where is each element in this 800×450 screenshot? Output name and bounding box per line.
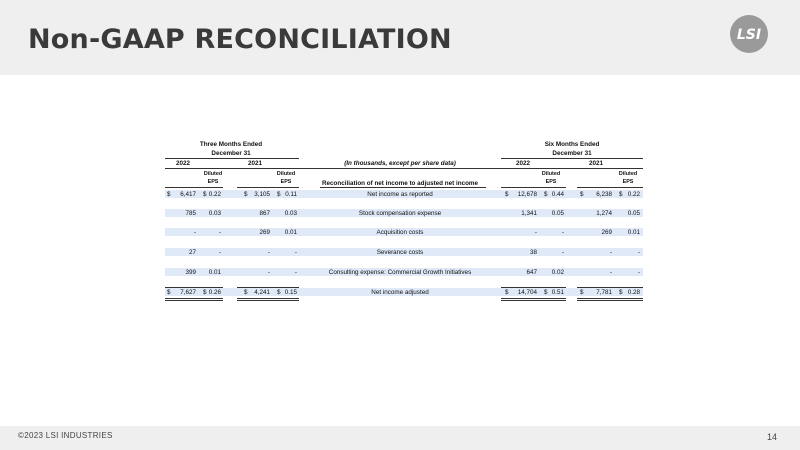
diluted-label-1: Diluted	[203, 171, 223, 177]
subtotal-rule	[577, 287, 643, 288]
subtotal-rule	[237, 287, 299, 288]
total-rule	[237, 298, 299, 299]
table-cell: 0.02	[551, 269, 564, 276]
table-cell: 27	[188, 249, 196, 256]
three-months-subtitle: December 31	[211, 150, 251, 157]
copyright-text: ©2023 LSI INDUSTRIES	[18, 431, 113, 440]
table-cell: 0.01	[627, 229, 640, 236]
currency-symbol: $	[244, 191, 248, 198]
currency-symbol: $	[505, 289, 509, 296]
table-cell: 1,341	[521, 210, 537, 217]
table-cell: 269	[601, 229, 612, 236]
currency-symbol: $	[277, 191, 281, 198]
table-cell: 0.51	[551, 289, 564, 296]
table-cell: 0.28	[627, 289, 640, 296]
table-cell: -	[193, 229, 196, 236]
currency-symbol: $	[505, 191, 509, 198]
table-cell: 0.01	[208, 269, 221, 276]
total-rule	[577, 298, 643, 299]
year-2022-three-months: 2022	[175, 160, 191, 167]
year-2022-six-months: 2022	[515, 160, 531, 167]
total-rule	[237, 300, 299, 301]
table-cell: -	[267, 269, 270, 276]
description-header: Reconciliation of net income to adjusted net income	[321, 180, 479, 187]
table-cell: 0.05	[551, 210, 564, 217]
table-cell: -	[637, 249, 640, 256]
total-rule	[165, 298, 223, 299]
year-2021-three-months: 2021	[247, 160, 263, 167]
table-cell: 7,781	[596, 289, 612, 296]
year-2021-six-months: 2021	[588, 160, 604, 167]
diluted-label-3: Diluted	[541, 171, 561, 177]
eps-label-1: EPS	[207, 179, 219, 185]
page-title: Non-GAAP RECONCILIATION	[28, 24, 452, 55]
rule-col-2	[237, 187, 299, 188]
table-cell: -	[218, 249, 221, 256]
table-cell: 4,241	[254, 289, 270, 296]
table-cell: 0.22	[627, 191, 640, 198]
currency-symbol: $	[619, 191, 623, 198]
rule-col-4	[577, 187, 643, 188]
table-cell: 0.05	[627, 210, 640, 217]
table-cell: 7,627	[180, 289, 196, 296]
table-cell: -	[561, 229, 564, 236]
table-cell: 0.22	[208, 191, 221, 198]
currency-symbol: $	[580, 191, 584, 198]
table-cell: 12,678	[517, 191, 537, 198]
table-cell: -	[609, 269, 612, 276]
row-label: Net income adjusted	[371, 289, 429, 296]
currency-symbol: $	[167, 289, 171, 296]
table-cell: 0.03	[208, 210, 221, 217]
table-cell: -	[534, 229, 537, 236]
currency-symbol: $	[167, 191, 171, 198]
row-label: Stock compensation expense	[358, 210, 442, 217]
table-cell: -	[561, 249, 564, 256]
eps-label-3: EPS	[545, 179, 557, 185]
table-cell: -	[218, 229, 221, 236]
table-cell: 38	[529, 249, 537, 256]
row-label: Severance costs	[376, 249, 424, 256]
currency-symbol: $	[244, 289, 248, 296]
total-rule	[577, 300, 643, 301]
rule-six-months	[501, 158, 643, 159]
table-cell: 0.15	[284, 289, 297, 296]
table-cell: 6,238	[596, 191, 612, 198]
table-cell: -	[637, 269, 640, 276]
table-cell: 14,704	[517, 289, 537, 296]
table-cell: -	[267, 249, 270, 256]
table-cell: 3,105	[254, 191, 270, 198]
currency-symbol: $	[277, 289, 281, 296]
footer-band	[0, 426, 800, 450]
unit-note: (In thousands, except per share data)	[344, 160, 456, 167]
total-rule	[501, 300, 566, 301]
table-cell: 0.11	[285, 191, 297, 198]
six-months-subtitle: December 31	[552, 150, 592, 157]
diluted-label-2: Diluted	[276, 171, 296, 177]
total-rule	[165, 300, 223, 301]
currency-symbol: $	[544, 289, 548, 296]
table-cell: -	[294, 249, 297, 256]
currency-symbol: $	[203, 191, 207, 198]
table-cell: 0.26	[208, 289, 221, 296]
logo-text: LSI	[736, 27, 762, 43]
currency-symbol: $	[619, 289, 623, 296]
table-cell: 0.44	[551, 191, 564, 198]
row-label: Net income as reported	[367, 191, 433, 198]
currency-symbol: $	[544, 191, 548, 198]
table-cell: 0.01	[284, 229, 297, 236]
table-cell: -	[294, 269, 297, 276]
table-cell: -	[609, 249, 612, 256]
table-cell: 867	[259, 210, 270, 217]
subtotal-rule	[501, 287, 566, 288]
rule-col-3	[501, 187, 566, 188]
eps-label-2: EPS	[280, 179, 292, 185]
table-cell: 269	[259, 229, 270, 236]
table-cell: 6,417	[180, 191, 196, 198]
three-months-title: Three Months Ended	[199, 141, 263, 148]
row-label: Acquisition costs	[376, 229, 424, 236]
rule-description	[320, 187, 486, 188]
table-cell: 1,274	[596, 210, 612, 217]
subtotal-rule	[165, 287, 223, 288]
rule-three-months	[165, 158, 299, 159]
table-cell: 647	[526, 269, 537, 276]
diluted-label-4: Diluted	[618, 171, 638, 177]
eps-label-4: EPS	[622, 179, 634, 185]
six-months-title: Six Months Ended	[544, 141, 600, 148]
table-cell: 399	[185, 269, 196, 276]
row-label: Consulting expense: Commercial Growth Initiatives	[328, 269, 472, 276]
currency-symbol: $	[580, 289, 584, 296]
rule-col-1	[165, 187, 223, 188]
table-cell: 0.03	[284, 210, 297, 217]
rule-years	[165, 168, 643, 169]
page-number: 14	[767, 432, 778, 442]
total-rule	[501, 298, 566, 299]
currency-symbol: $	[203, 289, 207, 296]
table-cell: 785	[185, 210, 196, 217]
